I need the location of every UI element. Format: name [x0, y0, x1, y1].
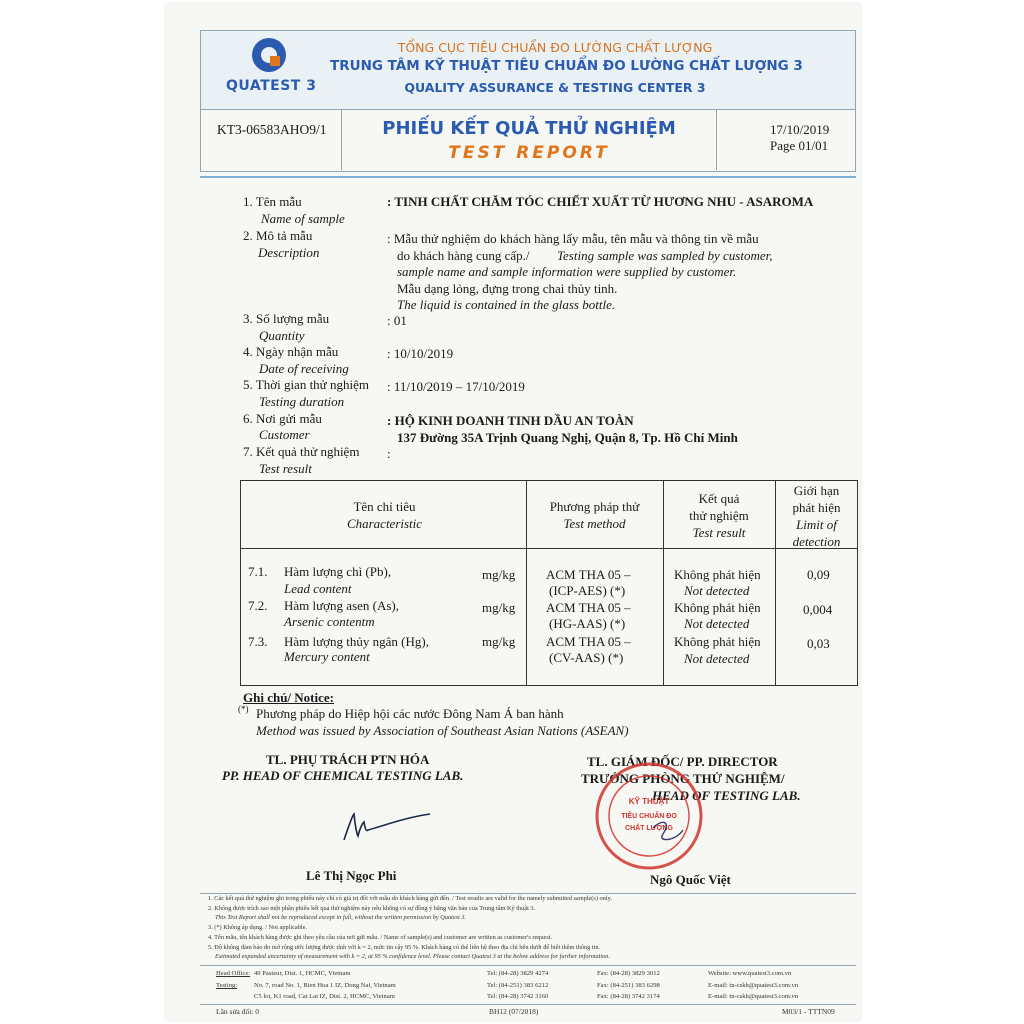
- row-1-no: 7.1.: [248, 564, 268, 579]
- contact-catlai-fax: Fax: (84-28) 3742 3174: [597, 993, 660, 1000]
- footnote-3: 3. (*) Không áp dụng. / Not applicable.: [208, 924, 307, 931]
- field-6-label-en: Customer: [259, 427, 310, 442]
- description-line-3: sample name and sample information were supplied by customer.: [397, 264, 737, 279]
- row-1-name: Hàm lượng chì (Pb),: [284, 564, 392, 579]
- footnote-1: 1. Các kết quả thử nghiệm ghi trong phiếu này chỉ có giá trị đối với mẫu do khách hàng gửi đến. / Test results are valid for the namely submitted sample(s) only.: [208, 895, 612, 902]
- contact-head-tel: Tel: (84-28) 3829 4274: [487, 970, 549, 977]
- row-3-name-en: Mercury content: [284, 649, 370, 664]
- right-signer-name: Ngô Quốc Việt: [650, 872, 731, 887]
- row-3-no: 7.3.: [248, 634, 268, 649]
- row-3-limit: 0,03: [807, 636, 830, 651]
- contact-testing-fax: Fax: (84-251) 383 6298: [597, 982, 660, 989]
- col-header-limit: Giới hạn phát hiện Limit of detection: [792, 483, 841, 549]
- svg-text:CHẤT LƯỢNG: CHẤT LƯỢNG: [625, 825, 673, 832]
- svg-text:TIÊU CHUẨN ĐO: TIÊU CHUẨN ĐO: [621, 813, 677, 820]
- left-signer-title-en: PP. HEAD OF CHEMICAL TESTING LAB.: [222, 768, 464, 783]
- official-stamp: [583, 760, 715, 872]
- row-1-unit: mg/kg: [482, 567, 516, 582]
- contact-head-web: Website: www.quatest3.com.vn: [708, 970, 792, 977]
- contact-catlai-tel: Tel: (84-28) 3742 3160: [487, 993, 549, 1000]
- logo-text: QUATEST 3: [226, 78, 317, 94]
- contact-testing-addr: No. 7, road No. 1, Bien Hoa 1 IZ, Dong Nai, Vietnam: [254, 982, 396, 989]
- field-1-label-en: Name of sample: [261, 211, 345, 226]
- row-2-name: Hàm lượng asen (As),: [284, 598, 400, 613]
- description-line-1: : Mẫu thử nghiệm do khách hàng lấy mẫu, tên mẫu và thông tin về mẫu: [387, 231, 759, 246]
- footnote-2b: This Test Report shall not be reproduced except in full, without the written permission by Quatest 3.: [215, 914, 467, 921]
- field-4-label: 4. Ngày nhận mẫu: [243, 344, 339, 359]
- col-header-characteristic: Tên chỉ tiêu Characteristic: [346, 499, 423, 531]
- row-1-limit: 0,09: [807, 567, 830, 582]
- footnote-2: 2. Không được trích sao một phần phiếu kết quả thử nghiệm này nếu không có sự đồng ý bằng văn bản của Trung tâm Kỹ thuật 3.: [208, 905, 536, 912]
- field-3-label-en: Quantity: [259, 328, 305, 343]
- contact-catlai-addr: C5 lot, K1 road, Cat Lai IZ, Dist. 2, HCMC, Vietnam: [254, 993, 395, 1000]
- form-number: BH12 (07/2018): [489, 1007, 539, 1016]
- org-line-1: TỔNG CỤC TIÊU CHUẨN ĐO LƯỜNG CHẤT LƯỢNG: [397, 40, 713, 55]
- report-date: 17/10/2019: [770, 122, 830, 137]
- row-3-method-2: (CV-AAS) (*): [549, 650, 624, 665]
- org-line-2: TRUNG TÂM KỸ THUẬT TIÊU CHUẨN ĐO LƯỜNG CHẤT LƯỢNG 3: [330, 58, 803, 74]
- row-1-method-2: (ICP-AES) (*): [549, 583, 626, 598]
- revision: Lần sửa đổi: 0: [216, 1007, 260, 1016]
- logo-q-icon: [252, 38, 286, 72]
- left-signer-title-vi: TL. PHỤ TRÁCH PTN HÓA: [266, 752, 430, 767]
- right-signer-title-2: TRƯỞNG PHÒNG THỬ NGHIỆM/: [581, 771, 785, 786]
- report-title-en: TEST REPORT: [448, 143, 610, 163]
- contact-catlai-email: E-mail: tn-cskh@quatest3.com.vn: [708, 993, 799, 1000]
- footnote-4: 4. Tên mẫu, tên khách hàng được ghi theo yêu cầu của nơi gửi mẫu. / Name of sample(s) and customer are written as customer's request.: [208, 934, 553, 941]
- field-5-label: 5. Thời gian thử nghiệm: [243, 377, 369, 392]
- row-3-unit: mg/kg: [482, 634, 516, 649]
- field-1-label: 1. Tên mẫu: [243, 194, 302, 209]
- receiving-date: : 10/10/2019: [387, 346, 454, 361]
- row-2-no: 7.2.: [248, 598, 268, 613]
- row-3-result: Không phát hiện: [674, 634, 761, 649]
- row-2-method-1: ACM THA 05 –: [546, 600, 631, 615]
- row-2-name-en: Arsenic contentm: [284, 614, 375, 629]
- row-2-result-en: Not detected: [684, 616, 750, 631]
- notice-line-1: Phương pháp do Hiệp hội các nước Đông Nam Á ban hành: [256, 706, 564, 721]
- row-3-method-1: ACM THA 05 –: [546, 634, 631, 649]
- footer-divider: [200, 893, 856, 894]
- notice-line-2: Method was issued by Association of Southeast Asian Nations (ASEAN): [256, 723, 629, 738]
- contact-testing-email: E-mail: tn-cskh@quatest3.com.vn: [708, 982, 799, 989]
- report-title-vi: PHIẾU KẾT QUẢ THỬ NGHIỆM: [382, 118, 676, 139]
- quantity-value: : 01: [387, 313, 407, 328]
- field-2-label-en: Description: [258, 245, 320, 260]
- testing-duration: : 11/10/2019 – 17/10/2019: [387, 379, 525, 394]
- field-4-label-en: Date of receiving: [259, 361, 349, 376]
- contact-head-label: Head Office:: [216, 970, 251, 977]
- row-1-result-en: Not detected: [684, 583, 750, 598]
- row-2-method-2: (HG-AAS) (*): [549, 616, 626, 631]
- document-number: KT3-06583AHO9/1: [217, 122, 327, 137]
- col-header-method: Phương pháp thử Test method: [549, 499, 640, 531]
- left-signer-name: Lê Thị Ngọc Phi: [306, 868, 397, 883]
- field-7-colon: :: [387, 446, 391, 461]
- row-1-result: Không phát hiện: [674, 567, 761, 582]
- row-2-limit: 0,004: [803, 602, 833, 617]
- page-number: Page 01/01: [770, 138, 829, 153]
- notice-mark: (*): [238, 704, 249, 714]
- document-code: M03/1 - TTTN09: [782, 1007, 835, 1016]
- description-line-2b: Testing sample was sampled by customer,: [557, 248, 773, 263]
- field-6-label: 6. Nơi gửi mẫu: [243, 411, 322, 426]
- description-line-4: Mẫu dạng lỏng, đựng trong chai thủy tinh.: [397, 281, 618, 296]
- field-7-label-en: Test result: [259, 461, 312, 476]
- right-signer-title-1: TL. GIÁM ĐỐC/ PP. DIRECTOR: [587, 754, 778, 769]
- contact-testing-tel: Tel: (84-251) 383 6212: [487, 982, 549, 989]
- field-7-label: 7. Kết quả thử nghiệm: [243, 444, 360, 459]
- field-5-label-en: Testing duration: [259, 394, 345, 409]
- description-line-5: The liquid is contained in the glass bottle.: [397, 297, 616, 312]
- notice-title: Ghi chú/ Notice:: [243, 690, 334, 705]
- org-line-3: QUALITY ASSURANCE & TESTING CENTER 3: [404, 80, 706, 95]
- footer-divider-3: [200, 1004, 856, 1005]
- customer-name: : HỘ KINH DOANH TINH DẦU AN TOÀN: [387, 413, 634, 428]
- sample-name: : TINH CHẤT CHĂM TÓC CHIẾT XUẤT TỪ HƯƠNG NHU - ASAROMA: [387, 194, 814, 209]
- row-2-unit: mg/kg: [482, 600, 516, 615]
- right-signer-title-3: HEAD OF TESTING LAB.: [652, 788, 801, 803]
- field-2-label: 2. Mô tả mẫu: [243, 228, 313, 243]
- left-signature: [338, 806, 438, 846]
- row-1-name-en: Lead content: [284, 581, 352, 596]
- row-1-method-1: ACM THA 05 –: [546, 567, 631, 582]
- contact-testing-label: Testing:: [216, 982, 238, 989]
- svg-text:KỸ THUẬT: KỸ THUẬT: [628, 797, 670, 806]
- divider: [200, 176, 856, 178]
- footnote-5: 5. Độ không đảm bảo đo mở rộng ước lượng được tính với k = 2, mức tin cậy 95 %. Khách hàng có thể liên hệ theo địa chỉ bên dưới để biết thêm thông tin.: [208, 944, 601, 951]
- col-header-result: Kết quả thử nghiệm Test result: [689, 491, 749, 540]
- row-3-result-en: Not detected: [684, 651, 750, 666]
- footer-divider-2: [200, 965, 856, 966]
- contact-head-fax: Fax: (84-28) 3829 3012: [597, 970, 660, 977]
- customer-address: 137 Đường 35A Trịnh Quang Nghị, Quận 8, Tp. Hồ Chí Minh: [397, 430, 738, 445]
- footnote-5b: Estimated expanded uncertainty of measurement with k = 2, at 95 % confidence level. Please contact Quatest 3 at the below address for further information.: [215, 953, 610, 960]
- field-3-label: 3. Số lượng mẫu: [243, 311, 330, 326]
- contact-head-addr: 49 Pasteur, Dist. 1, HCMC, Vietnam: [254, 970, 351, 977]
- row-3-name: Hàm lượng thủy ngân (Hg),: [284, 634, 429, 649]
- quatest-logo: [222, 38, 317, 102]
- description-line-2a: do khách hàng cung cấp./: [397, 248, 530, 263]
- row-2-result: Không phát hiện: [674, 600, 761, 615]
